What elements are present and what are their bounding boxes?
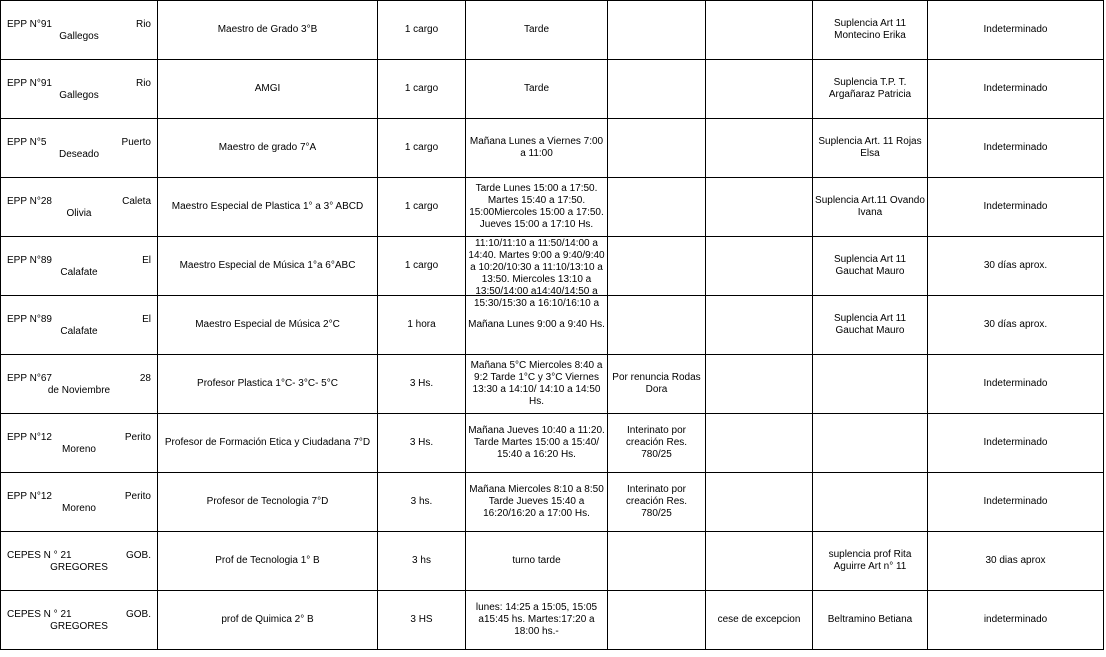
cargo-cell	[158, 473, 378, 532]
situacion-text: suplencia prof Rita Aguirre Art n° 11	[828, 549, 912, 572]
duracion-cell	[928, 119, 1104, 178]
cargo-cell	[158, 1, 378, 60]
carga-text: 3 hs.	[410, 496, 433, 507]
carga-text: 3 Hs.	[409, 378, 434, 389]
cargo-text: Maestro de Grado 3°B	[217, 24, 318, 35]
school-cell	[1, 473, 158, 532]
turno-cell	[466, 473, 608, 532]
school-name: CEPES N ° 21	[7, 609, 72, 620]
cargo-text: Maestro Especial de Plastica 1° a 3° ABCD	[171, 201, 364, 212]
table-row	[1, 178, 1104, 237]
extra-cell	[706, 473, 813, 532]
cargo-text: Profesor de Tecnologia 7°D	[206, 496, 329, 507]
extra-cell	[706, 178, 813, 237]
cargo-cell	[158, 296, 378, 355]
table-row	[1, 532, 1104, 591]
motivo-cell	[608, 178, 706, 237]
school-location-2: GREGORES	[50, 621, 108, 632]
duracion-text: Indeterminado	[983, 496, 1048, 507]
motivo-text: Por renuncia Rodas Dora	[612, 372, 701, 395]
turno-text: Tarde Lunes 15:00 a 17:50. Martes 15:40 a 17:50. 15:00Miercoles 15:00 a 17:50. Jueves 15:00 a 17:10 Hs.	[469, 183, 604, 230]
table-row	[1, 355, 1104, 414]
situacion-cell	[813, 60, 928, 119]
motivo-cell	[608, 119, 706, 178]
cargo-text: Profesor de Formación Etica y Ciudadana 7°D	[164, 437, 371, 448]
turno-cell	[466, 237, 608, 309]
carga-text: 3 hs	[412, 555, 431, 566]
duracion-cell	[928, 60, 1104, 119]
school-cell	[1, 60, 158, 119]
situacion-cell	[813, 473, 928, 532]
cargo-cell	[158, 237, 378, 296]
turno-text: turno tarde	[512, 555, 561, 566]
table-row	[1, 237, 1104, 296]
extra-cell	[706, 532, 813, 591]
duracion-text: Indeterminado	[983, 24, 1048, 35]
duracion-text: 30 días aprox.	[983, 260, 1048, 271]
school-cell	[1, 414, 158, 473]
extra-cell	[706, 414, 813, 473]
situacion-cell	[813, 237, 928, 296]
cargo-text: Maestro de grado 7°A	[218, 142, 317, 153]
school-name: CEPES N ° 21	[7, 550, 72, 561]
carga-text: 1 cargo	[404, 83, 439, 94]
duracion-cell	[928, 355, 1104, 414]
school-location-1: Caleta	[122, 196, 151, 207]
duracion-cell	[928, 532, 1104, 591]
carga-cell	[378, 532, 466, 591]
carga-text: 1 cargo	[404, 24, 439, 35]
turno-text: Mañana Lunes a Viernes 7:00 a 11:00	[469, 136, 604, 159]
school-location-1: Rio	[135, 78, 151, 89]
school-location-1: El	[142, 314, 151, 325]
school-name: EPP N°12	[7, 491, 52, 502]
table-row	[1, 473, 1104, 532]
duracion-text: Indeterminado	[983, 142, 1048, 153]
situacion-cell	[813, 532, 928, 591]
duracion-cell	[928, 296, 1104, 355]
situacion-text: Suplencia T.P. T. Argañaraz Patricia	[828, 77, 912, 100]
duracion-text: 30 días aprox.	[983, 319, 1048, 330]
carga-cell	[378, 355, 466, 414]
school-location-2: Gallegos	[59, 90, 99, 101]
turno-cell	[466, 591, 608, 650]
turno-cell	[466, 355, 608, 414]
school-location-1: Puerto	[121, 137, 151, 148]
school-name: EPP N°67	[7, 373, 52, 384]
school-location-2: Calafate	[60, 326, 98, 337]
situacion-text: Suplencia Art.11 Ovando Ivana	[815, 195, 925, 218]
school-name: EPP N°5	[7, 137, 47, 148]
turno-cell	[466, 532, 608, 591]
situacion-cell	[813, 1, 928, 60]
situacion-cell	[813, 296, 928, 355]
duracion-cell	[928, 237, 1104, 296]
school-location-2: Moreno	[62, 444, 96, 455]
cargo-cell	[158, 60, 378, 119]
school-cell	[1, 355, 158, 414]
turno-text: 11:10/11:10 a 11:50/14:00 a 14:40. Martes 9:00 a 9:40/9:40 a 10:20/10:30 a 11:10/13:10 a 13:50. Miercoles 13:10 a 13:50/14:00 a14:40/14:50 a 15:30/15:30 a 16:10/16:10 a	[468, 238, 605, 309]
motivo-cell	[608, 237, 706, 296]
school-cell	[1, 178, 158, 237]
situacion-cell	[813, 178, 928, 237]
carga-text: 3 Hs.	[409, 437, 434, 448]
extra-cell	[706, 355, 813, 414]
duracion-text: Indeterminado	[983, 378, 1048, 389]
turno-text: Mañana Jueves 10:40 a 11:20. Tarde Martes 15:00 a 15:40/ 15:40 a 16:20 Hs.	[468, 425, 605, 460]
table-row	[1, 119, 1104, 178]
school-cell	[1, 119, 158, 178]
cargo-text: Maestro Especial de Música 2°C	[195, 319, 340, 330]
turno-text: Mañana 5°C Miercoles 8:40 a 9:2 Tarde 1°C y 3°C Viernes 13:30 a 14:10/ 14:10 a 14:50 Hs.	[470, 360, 603, 407]
school-name: EPP N°12	[7, 432, 52, 443]
school-name: EPP N°28	[7, 196, 52, 207]
school-location-2: Moreno	[62, 503, 96, 514]
school-location-1: Rio	[135, 19, 151, 30]
extra-cell	[706, 119, 813, 178]
situacion-cell	[813, 119, 928, 178]
cargo-text: Maestro Especial de Música 1°a 6°ABC	[179, 260, 356, 271]
school-location-2: Deseado	[58, 149, 100, 160]
duracion-cell	[928, 414, 1104, 473]
carga-cell	[378, 414, 466, 473]
cargo-cell	[158, 591, 378, 650]
duracion-cell	[928, 178, 1104, 237]
duracion-text: Indeterminado	[983, 201, 1048, 212]
motivo-cell	[608, 1, 706, 60]
duracion-text: Indeterminado	[983, 437, 1048, 448]
school-name: EPP N°89	[7, 314, 52, 325]
motivo-cell	[608, 355, 706, 414]
motivo-cell	[608, 60, 706, 119]
cargo-text: AMGI	[254, 83, 281, 94]
school-name: EPP N°91	[7, 19, 52, 30]
school-location-1: El	[142, 255, 151, 266]
carga-cell	[378, 473, 466, 532]
situacion-cell	[813, 591, 928, 650]
duracion-cell	[928, 591, 1104, 650]
cargo-text: prof de Quimica 2° B	[221, 614, 314, 625]
table-row	[1, 60, 1104, 119]
school-cell	[1, 591, 158, 650]
turno-text: Mañana Lunes 9:00 a 9:40 Hs.	[468, 319, 605, 330]
table-row	[1, 414, 1104, 473]
carga-cell	[378, 237, 466, 296]
school-location-2: de Noviembre	[47, 385, 111, 396]
turno-cell	[466, 1, 608, 60]
school-cell	[1, 237, 158, 296]
carga-cell	[378, 119, 466, 178]
turno-cell	[466, 60, 608, 119]
carga-text: 3 HS	[410, 614, 433, 625]
carga-text: 1 cargo	[404, 142, 439, 153]
carga-text: 1 hora	[407, 319, 436, 330]
extra-cell	[706, 591, 813, 650]
table-row	[1, 1, 1104, 60]
carga-text: 1 cargo	[404, 201, 439, 212]
situacion-text: Suplencia Art. 11 Rojas Elsa	[818, 136, 922, 159]
table-row	[1, 591, 1104, 650]
duracion-text: Indeterminado	[983, 83, 1048, 94]
motivo-text: Interinato por creación Res. 780/25	[625, 484, 688, 519]
extra-cell	[706, 60, 813, 119]
turno-text: Tarde	[523, 24, 549, 35]
school-cell	[1, 532, 158, 591]
duracion-cell	[928, 473, 1104, 532]
extra-text: cese de excepcion	[717, 614, 801, 625]
turno-text: Mañana Miercoles 8:10 a 8:50 Tarde Jueves 15:40 a 16:20/16:20 a 17:00 Hs.	[469, 484, 604, 519]
carga-cell	[378, 178, 466, 237]
motivo-cell	[608, 414, 706, 473]
turno-cell	[466, 414, 608, 473]
turno-text: lunes: 14:25 a 15:05, 15:05 a15:45 hs. Martes:17:20 a 18:00 hs.-	[475, 602, 598, 637]
situacion-cell	[813, 355, 928, 414]
motivo-cell	[608, 296, 706, 355]
school-location-1: Perito	[124, 432, 151, 443]
duracion-cell	[928, 1, 1104, 60]
motivo-cell	[608, 532, 706, 591]
school-location-1: Perito	[124, 491, 151, 502]
cargo-text: Profesor Plastica 1°C- 3°C- 5°C	[197, 378, 338, 389]
situacion-cell	[813, 414, 928, 473]
extra-cell	[706, 1, 813, 60]
carga-cell	[378, 60, 466, 119]
cargo-cell	[158, 414, 378, 473]
duracion-text: 30 dias aprox	[985, 555, 1046, 566]
carga-cell	[378, 1, 466, 60]
school-location-1: GOB.	[125, 550, 151, 561]
situacion-text: Suplencia Art 11 Gauchat Mauro	[833, 254, 907, 277]
cargo-cell	[158, 532, 378, 591]
motivo-cell	[608, 473, 706, 532]
cargo-cell	[158, 355, 378, 414]
turno-cell	[466, 178, 608, 237]
carga-text: 1 cargo	[404, 260, 439, 271]
school-location-2: Gallegos	[59, 31, 99, 42]
situacion-text: Beltramino Betiana	[827, 614, 913, 625]
carga-cell	[378, 296, 466, 355]
school-location-1: GOB.	[125, 609, 151, 620]
school-location-1: 28	[139, 373, 151, 384]
school-name: EPP N°91	[7, 78, 52, 89]
school-location-2: GREGORES	[50, 562, 108, 573]
extra-cell	[706, 237, 813, 296]
extra-cell	[706, 296, 813, 355]
school-name: EPP N°89	[7, 255, 52, 266]
school-cell	[1, 296, 158, 355]
carga-cell	[378, 591, 466, 650]
turno-text: Tarde	[523, 83, 549, 94]
school-location-2: Calafate	[60, 267, 98, 278]
situacion-text: Suplencia Art 11 Gauchat Mauro	[833, 313, 907, 336]
situacion-text: Suplencia Art 11 Montecino Erika	[833, 18, 907, 41]
cargo-text: Prof de Tecnologia 1° B	[215, 555, 320, 566]
motivo-cell	[608, 591, 706, 650]
motivo-text: Interinato por creación Res. 780/25	[625, 425, 688, 460]
school-location-2: Olivia	[66, 208, 92, 219]
turno-cell	[466, 119, 608, 178]
cargo-cell	[158, 178, 378, 237]
school-cell	[1, 1, 158, 60]
cargo-cell	[158, 119, 378, 178]
duracion-text: indeterminado	[983, 614, 1048, 625]
